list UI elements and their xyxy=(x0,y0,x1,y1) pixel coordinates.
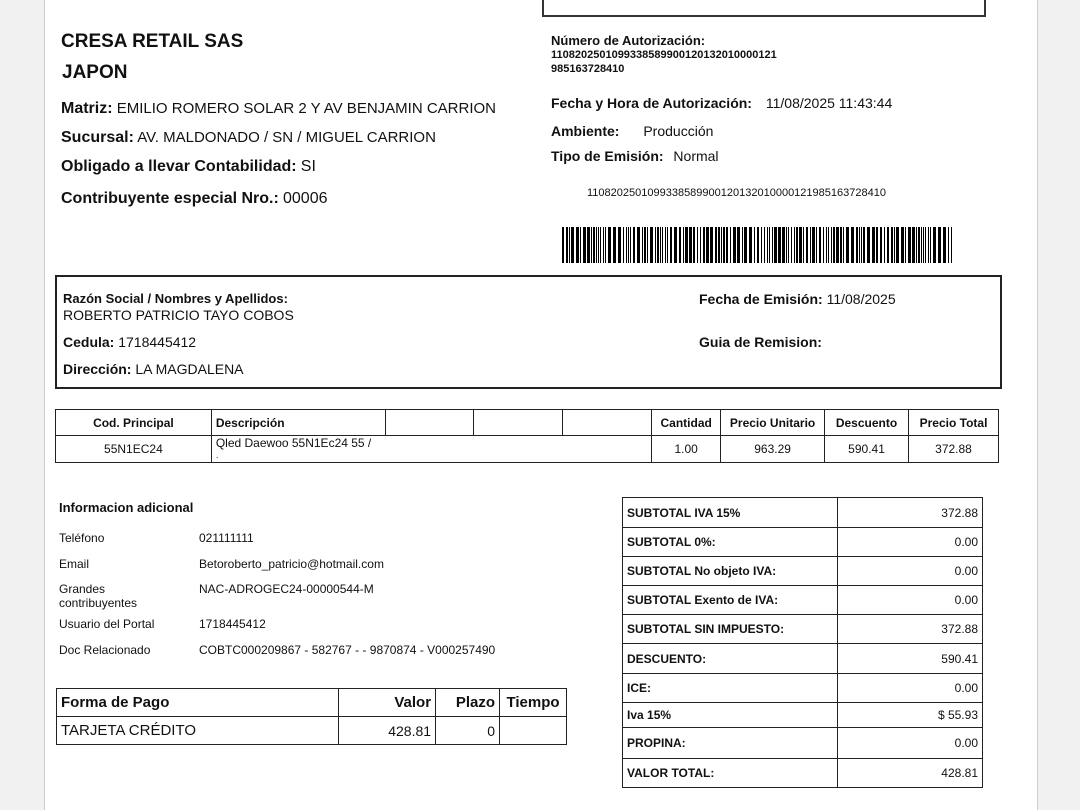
matriz-label: Matriz: xyxy=(61,100,113,117)
cedula-value: 1718445412 xyxy=(118,334,197,350)
authorization-number-line1: 1108202501099338589900120132010000121 xyxy=(551,49,777,61)
item-cod: 55N1EC24 xyxy=(56,436,212,463)
payment-table xyxy=(56,688,567,745)
table-row xyxy=(623,703,983,728)
total-value: 0.00 xyxy=(838,674,983,703)
fecha-emision-value: 11/08/2025 xyxy=(826,291,896,307)
col-empty-2 xyxy=(474,410,563,436)
item-cantidad: 1.00 xyxy=(652,436,721,463)
tipo-emision-line xyxy=(551,148,719,164)
payment-tiempo xyxy=(500,717,567,745)
cedula-label: Cedula: xyxy=(63,334,115,350)
total-value: 0.00 xyxy=(838,728,983,759)
total-label: VALOR TOTAL: xyxy=(623,759,838,788)
tipo-emision-label: Tipo de Emisión: xyxy=(551,148,664,164)
obligado-line xyxy=(61,158,316,176)
payment-plazo: 0 xyxy=(436,717,500,745)
table-row xyxy=(56,436,999,463)
payment-col-valor: Valor xyxy=(339,689,436,717)
payment-header-row xyxy=(57,689,567,717)
payment-col-plazo: Plazo xyxy=(436,689,500,717)
total-label: SUBTOTAL Exento de IVA: xyxy=(623,586,838,615)
total-value: 0.00 xyxy=(838,528,983,557)
payment-col-tiempo: Tiempo xyxy=(500,689,567,717)
matriz-line xyxy=(61,100,496,118)
info-row-doc-label: Doc Relacionado xyxy=(59,643,151,657)
info-row-email-value: Betoroberto_patricio@hotmail.com xyxy=(199,557,384,571)
invoice-page xyxy=(44,0,1038,810)
table-row xyxy=(623,586,983,615)
access-key: 1108202501099338589900120132010000121985163728410 xyxy=(587,187,886,199)
info-row-usuario-label: Usuario del Portal xyxy=(59,617,155,631)
authorization-date-line xyxy=(551,95,892,111)
authorization-number-line2: 985163728410 xyxy=(551,63,625,75)
additional-info xyxy=(59,500,579,657)
total-label: Iva 15% xyxy=(623,703,838,728)
authorization-number-label: Número de Autorización: xyxy=(551,33,706,48)
total-value: 428.81 xyxy=(838,759,983,788)
info-row-doc-value: COBTC000209867 - 582767 - - 9870874 - V000257490 xyxy=(199,643,496,657)
logo-box xyxy=(542,0,986,17)
tipo-emision-value: Normal xyxy=(673,148,719,164)
col-empty-3 xyxy=(563,410,652,436)
info-row-telefono-label: Teléfono xyxy=(59,531,105,545)
table-row xyxy=(623,674,983,703)
items-header-row xyxy=(56,410,999,436)
col-cantidad: Cantidad xyxy=(652,410,721,436)
sucursal-line xyxy=(61,129,436,147)
totals-table xyxy=(622,497,983,788)
contribuyente-label: Contribuyente especial Nro.: xyxy=(61,190,279,207)
direccion-value: LA MAGDALENA xyxy=(135,361,244,377)
total-value: 590.41 xyxy=(838,644,983,674)
total-value: 0.00 xyxy=(838,586,983,615)
ambiente-label: Ambiente: xyxy=(551,123,620,139)
total-label: SUBTOTAL SIN IMPUESTO: xyxy=(623,615,838,644)
company-branch-name: JAPON xyxy=(62,62,128,83)
info-row-usuario-value: 1718445412 xyxy=(199,617,266,631)
table-row xyxy=(623,557,983,586)
matriz-value: EMILIO ROMERO SOLAR 2 Y AV BENJAMIN CARRION xyxy=(116,100,496,117)
item-precio-unitario: 963.29 xyxy=(721,436,825,463)
barcode-icon xyxy=(562,227,952,263)
ambiente-line xyxy=(551,123,713,139)
additional-info-title: Informacion adicional xyxy=(59,500,194,515)
table-row xyxy=(623,498,983,528)
guia-remision-label: Guia de Remision: xyxy=(699,334,822,350)
fecha-emision-label: Fecha de Emisión: xyxy=(699,291,823,307)
item-desc-continuation: . xyxy=(215,450,219,460)
sucursal-value: AV. MALDONADO / SN / MIGUEL CARRION xyxy=(137,129,436,146)
table-row xyxy=(623,615,983,644)
total-value: 372.88 xyxy=(838,498,983,528)
table-row xyxy=(57,717,567,745)
contribuyente-value: 00006 xyxy=(283,190,328,207)
customer-box xyxy=(55,275,1002,389)
authorization-date-value: 11/08/2025 11:43:44 xyxy=(765,95,893,111)
col-cod-principal: Cod. Principal xyxy=(56,410,212,436)
info-row-email-label: Email xyxy=(59,557,90,571)
col-empty-1 xyxy=(385,410,474,436)
item-desc: Qled Daewoo 55N1Ec24 55 / xyxy=(215,436,372,450)
company-name: CRESA RETAIL SAS xyxy=(61,31,244,52)
total-label: SUBTOTAL 0%: xyxy=(623,528,838,557)
total-label: ICE: xyxy=(623,674,838,703)
info-row-grandes-value: NAC-ADROGEC24-00000544-M xyxy=(199,582,374,596)
col-descripcion: Descripción xyxy=(211,410,385,436)
item-precio-total: 372.88 xyxy=(909,436,999,463)
table-row xyxy=(623,528,983,557)
items-table xyxy=(55,409,999,463)
col-descuento: Descuento xyxy=(825,410,909,436)
table-row xyxy=(623,759,983,788)
total-value: 372.88 xyxy=(838,615,983,644)
info-row-telefono-value: 021111111 xyxy=(199,531,254,545)
total-label: DESCUENTO: xyxy=(623,644,838,674)
info-row-grandes-label: Grandes contribuyentes xyxy=(59,582,138,610)
item-desc-cell xyxy=(211,436,651,463)
payment-forma: TARJETA CRÉDITO xyxy=(57,717,339,745)
total-value: $ 55.93 xyxy=(838,703,983,728)
razon-value: ROBERTO PATRICIO TAYO COBOS xyxy=(63,307,294,323)
total-label: SUBTOTAL No objeto IVA: xyxy=(623,557,838,586)
direccion-line xyxy=(63,361,244,377)
total-label: PROPINA: xyxy=(623,728,838,759)
payment-valor: 428.81 xyxy=(339,717,436,745)
sucursal-label: Sucursal: xyxy=(61,129,134,146)
col-precio-total: Precio Total xyxy=(909,410,999,436)
cedula-line xyxy=(63,334,196,350)
item-descuento: 590.41 xyxy=(825,436,909,463)
obligado-value: SI xyxy=(300,158,316,175)
payment-col-forma: Forma de Pago xyxy=(57,689,339,717)
contribuyente-line xyxy=(61,190,328,208)
direccion-label: Dirección: xyxy=(63,361,132,377)
total-label: SUBTOTAL IVA 15% xyxy=(623,498,838,528)
total-value: 0.00 xyxy=(838,557,983,586)
table-row xyxy=(623,728,983,759)
ambiente-value: Producción xyxy=(643,123,714,139)
table-row xyxy=(623,644,983,674)
fecha-emision-line xyxy=(699,291,896,307)
authorization-date-label: Fecha y Hora de Autorización: xyxy=(551,95,752,111)
razon-label: Razón Social / Nombres y Apellidos: xyxy=(63,291,288,306)
col-precio-unitario: Precio Unitario xyxy=(721,410,825,436)
obligado-label: Obligado a llevar Contabilidad: xyxy=(61,158,297,175)
